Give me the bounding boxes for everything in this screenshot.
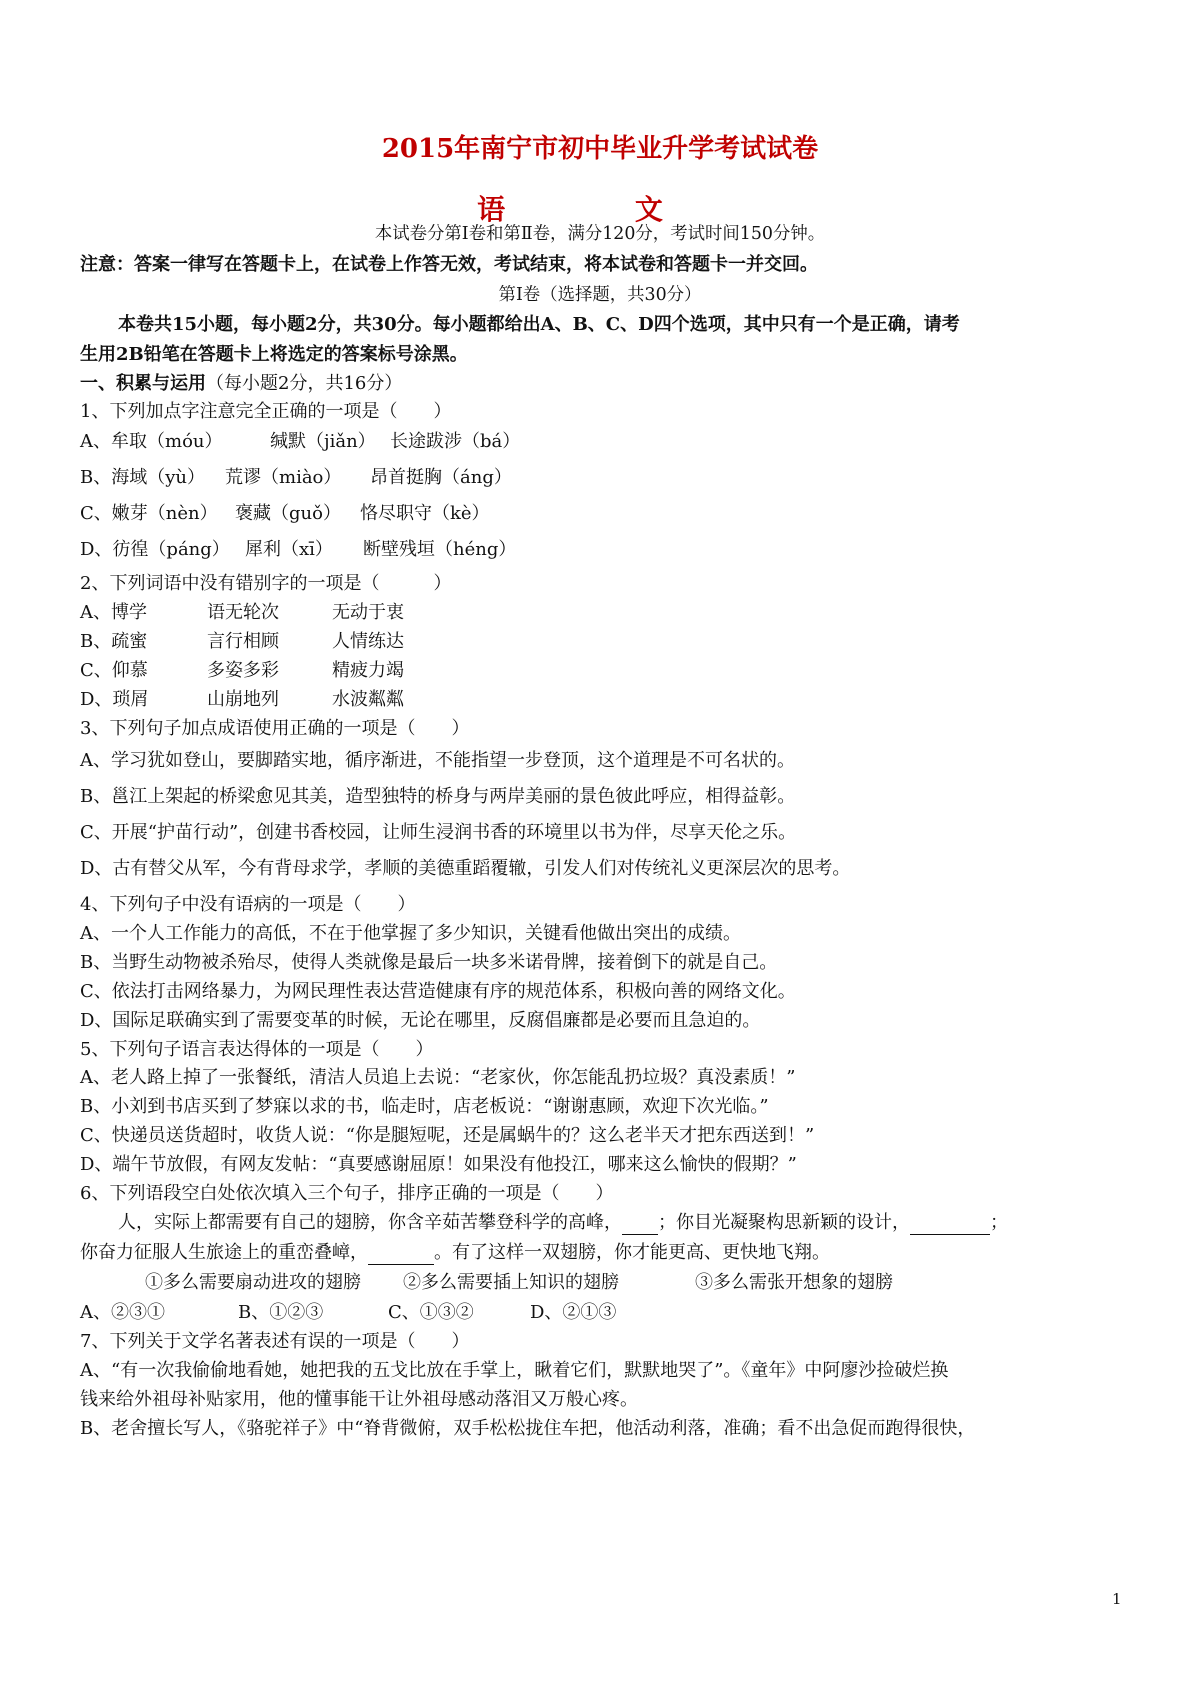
- q1-option-c: [80, 502, 490, 526]
- q6-passage-text: ；: [990, 1212, 1008, 1233]
- q1-option-d: [80, 538, 516, 562]
- q2-option-c: [80, 659, 404, 683]
- q2-option-text: 山崩地列: [207, 689, 279, 710]
- q2-option-text: A、博学: [80, 602, 147, 623]
- section1-heading: [80, 372, 402, 396]
- q1-option-text: 缄默（jiǎn）: [270, 431, 376, 452]
- q2-option-text: B、疏蜜: [80, 631, 148, 652]
- q2-option-b: [80, 630, 404, 654]
- q5-option-b: B、小刘到书店买到了梦寐以求的书，临走时，店老板说：“谢谢惠顾，欢迎下次光临。”: [80, 1096, 769, 1117]
- q1-stem: 1、下列加点字注意完全正确的一项是（ ）: [80, 401, 452, 422]
- q1-option-b: [80, 466, 512, 490]
- q2-option-a: [80, 601, 404, 625]
- q6-option-c: C、①③②: [388, 1302, 474, 1323]
- q2-option-text: 言行相顾: [207, 631, 279, 652]
- q6-option-a: A、②③①: [80, 1302, 165, 1323]
- q2-option-text: 多姿多彩: [207, 660, 279, 681]
- section1-heading-note: （每小题2分，共16分）: [206, 373, 403, 394]
- page-number: 1: [1112, 1590, 1122, 1608]
- q6-choice: ③多么需张开想象的翅膀: [695, 1272, 893, 1293]
- q6-choice: ①多么需要扇动进攻的翅膀: [145, 1272, 361, 1293]
- q2-option-text: 无动于衷: [332, 602, 404, 623]
- subject-title: 语 文: [477, 193, 723, 226]
- part1-description: 本卷共15小题，每小题2分，共30分。每小题都给出A、B、C、D四个选项，其中只有一个是正确，请考: [118, 314, 960, 335]
- q1-option-text: B、海域（yù）: [80, 467, 205, 488]
- q6-choice: ②多么需要插上知识的翅膀: [403, 1272, 619, 1293]
- q6-passage-line1: [118, 1211, 1008, 1235]
- q1-option-text: 长途跋涉（bá）: [390, 431, 521, 452]
- q6-passage-line2: [80, 1241, 830, 1265]
- q5-stem: 5、下列句子语言表达得体的一项是（ ）: [80, 1039, 434, 1060]
- q1-option-text: C、嫩芽（nèn）: [80, 503, 218, 524]
- q2-option-text: 人情练达: [332, 631, 404, 652]
- exam-notice: 注意：答案一律写在答题卡上，在试卷上作答无效，考试结束，将本试卷和答题卡一并交回。: [80, 254, 818, 275]
- q1-option-text: A、牟取（móu）: [80, 431, 223, 452]
- q5-option-a: A、老人路上掉了一张餐纸，清洁人员追上去说：“老家伙，你怎能乱扔垃圾？真没素质！”: [80, 1067, 796, 1088]
- q6-stem: 6、下列语段空白处依次填入三个句子，排序正确的一项是（ ）: [80, 1183, 614, 1204]
- part1-description-cont: 生用2B铅笔在答题卡上将选定的答案标号涂黑。: [80, 344, 468, 365]
- q1-option-text: D、彷徨（páng）: [80, 539, 230, 560]
- q6-passage-text: 。有了这样一双翅膀，你才能更高、更快地飞翔。: [434, 1242, 830, 1263]
- section1-heading-title: 一、积累与运用: [80, 373, 206, 394]
- q6-blank-3: [368, 1244, 434, 1265]
- q6-passage-text: 你奋力征服人生旅途上的重峦叠嶂，: [80, 1242, 368, 1263]
- q7-option-a: A、“有一次我偷偷地看她，她把我的五戈比放在手掌上，瞅着它们，默默地哭了”。《童年》中阿廖沙捡破烂换: [80, 1360, 949, 1381]
- q6-option-d: D、②①③: [530, 1302, 617, 1323]
- q6-passage-text: ；你目光凝聚构思新颖的设计，: [658, 1212, 910, 1233]
- q3-stem: 3、下列句子加点成语使用正确的一项是（ ）: [80, 718, 470, 739]
- q6-sentence-choices: [145, 1271, 893, 1295]
- q2-option-text: D、琐屑: [80, 689, 149, 710]
- exam-title: 2015年南宁市初中毕业升学考试试卷: [381, 134, 819, 164]
- q1-option-text: 昂首挺胸（áng）: [370, 467, 512, 488]
- q6-blank-1: [622, 1214, 658, 1235]
- q1-option-text: 荒谬（miào）: [225, 467, 342, 488]
- q7-option-b: B、老舍擅长写人，《骆驼祥子》中“脊背微俯，双手松松拢住车把，他活动利落，准确；看不出急促而跑得很快，: [80, 1418, 976, 1439]
- q3-option-b: B、邕江上架起的桥梁愈见其美，造型独特的桥身与两岸美丽的景色彼此呼应，相得益彰。: [80, 786, 796, 807]
- q7-stem: 7、下列关于文学名著表述有误的一项是（ ）: [80, 1331, 470, 1352]
- q3-option-a: A、学习犹如登山，要脚踏实地，循序渐进，不能指望一步登顶，这个道理是不可名状的。: [80, 750, 795, 771]
- q5-option-c: C、快递员送货超时，收货人说：“你是腿短呢，还是属蜗牛的？这么老半天才把东西送到！”: [80, 1125, 815, 1146]
- q6-option-b: B、①②③: [238, 1302, 324, 1323]
- q6-blank-2: [910, 1214, 990, 1235]
- q2-option-text: 语无轮次: [207, 602, 279, 623]
- q5-option-d: D、端午节放假，有网友发帖：“真要感谢屈原！如果没有他投江，哪来这么愉快的假期？”: [80, 1154, 797, 1175]
- q3-option-c: C、开展“护苗行动”，创建书香校园，让师生浸润书香的环境里以书为伴，尽享天伦之乐。: [80, 822, 797, 843]
- q4-option-c: C、依法打击网络暴力，为网民理性表达营造健康有序的规范体系，积极向善的网络文化。: [80, 981, 796, 1002]
- q1-option-text: 断壁残垣（héng）: [363, 539, 517, 560]
- q7-option-a-cont: 钱来给外祖母补贴家用，他的懂事能干让外祖母感动落泪又万般心疼。: [80, 1389, 638, 1410]
- q4-option-a: A、一个人工作能力的高低，不在于他掌握了多少知识，关键看他做出突出的成绩。: [80, 923, 741, 944]
- q2-stem: 2、下列词语中没有错别字的一项是（ ）: [80, 573, 452, 594]
- q3-option-d: D、古有替父从军，今有背母求学，孝顺的美德重蹈覆辙，引发人们对传统礼义更深层次的思考。: [80, 858, 851, 879]
- q1-option-text: 恪尽职守（kè）: [360, 503, 490, 524]
- q2-option-d: [80, 688, 404, 712]
- exam-intro: 本试卷分第Ⅰ卷和第Ⅱ卷，满分120分，考试时间150分钟。: [374, 224, 826, 244]
- part1-heading: 第Ⅰ卷（选择题，共30分）: [498, 285, 702, 305]
- q2-option-text: C、仰慕: [80, 660, 148, 681]
- q1-option-text: 犀利（xī）: [245, 539, 333, 560]
- q1-option-text: 褒藏（guǒ）: [235, 503, 341, 524]
- q4-stem: 4、下列句子中没有语病的一项是（ ）: [80, 894, 416, 915]
- q2-option-text: 精疲力竭: [332, 660, 404, 681]
- q6-options: [80, 1301, 616, 1325]
- q4-option-b: B、当野生动物被杀殆尽，使得人类就像是最后一块多米诺骨牌，接着倒下的就是自己。: [80, 952, 778, 973]
- q4-option-d: D、国际足联确实到了需要变革的时候，无论在哪里，反腐倡廉都是必要而且急迫的。: [80, 1010, 761, 1031]
- q6-passage-text: 人，实际上都需要有自己的翅膀，你含辛茹苦攀登科学的高峰，: [118, 1212, 622, 1233]
- q2-option-text: 水波粼粼: [332, 689, 404, 710]
- q1-option-a: [80, 430, 520, 454]
